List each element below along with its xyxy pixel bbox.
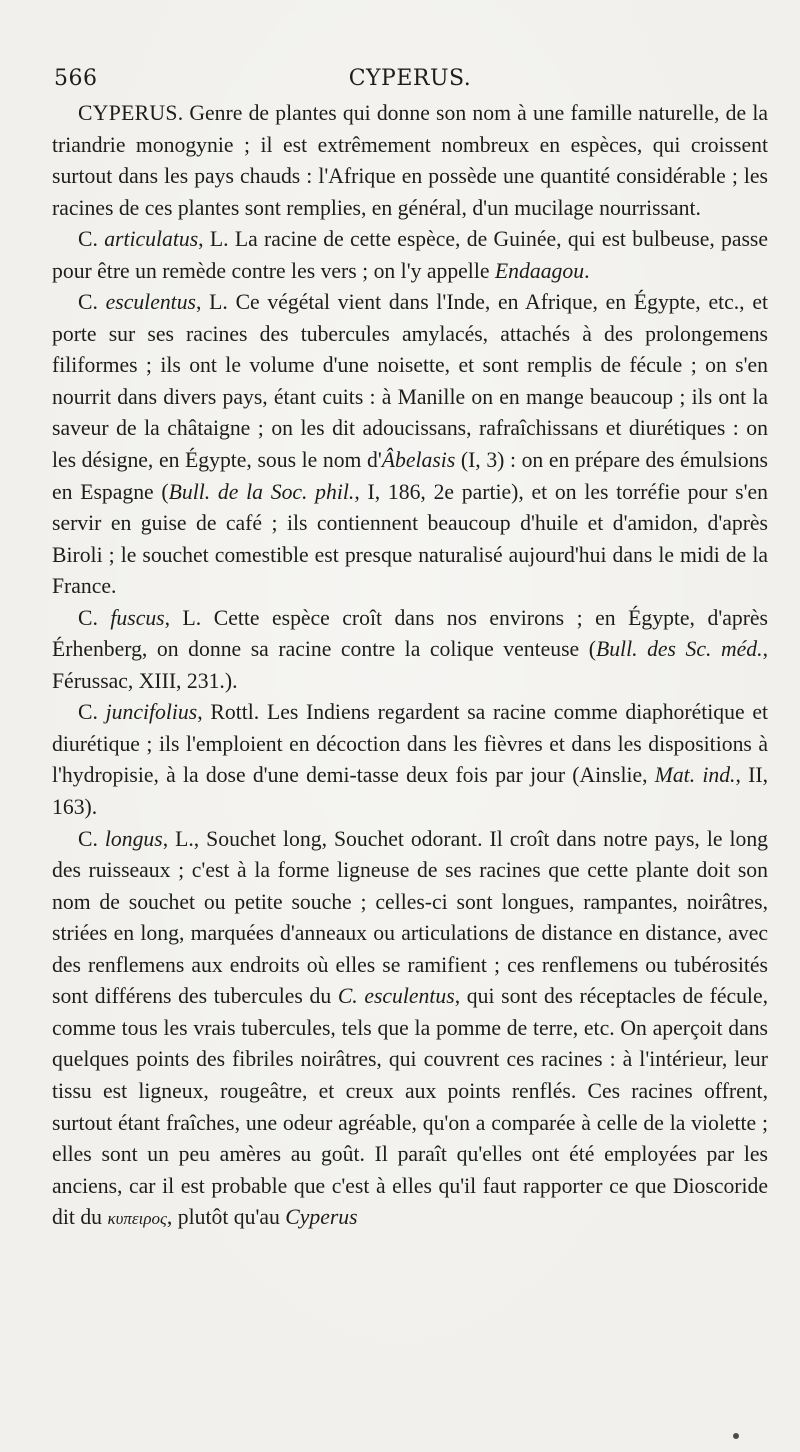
italic-text: juncifolius: [105, 700, 198, 725]
text-run: , Férussac, XIII, 231.).: [52, 637, 768, 693]
text-run: , L., Souchet long, Souchet odorant. Il croît dans notre pays, le long des ruisseaux ; c'est à la forme ligneuse de ses racines que cette plante doit son nom de souchet ou petite souche ; celles-ci sont longues, rampantes, noirâtres, striées en long, marquées d'anneaux ou articulations de distance en distance, avec des renflemens aux endroits où elles se ramifient ; ces renflemens ou tubérosités sont différens des tubercules du: [52, 826, 769, 1009]
text-run: , L. Ce végétal vient dans l'Inde, en Afrique, en Égypte, etc., et porte sur ses racines des tubercules amylacés, attachés à des prolongemens filiformes ; ils ont le volume d'une noisette, et sont remplis de fécule ; on s'en nourrit dans divers pays, étant cuits : à Manille on en mange beaucoup ; ils ont la saveur de la châtaigne ; on les dit adoucissans, rafraîchissans et diurétiques : on les désigne, en Égypte, sous le nom d': [52, 290, 768, 473]
paragraph-fuscus: [52, 603, 768, 698]
text-run: , I, 186, 2e partie), et on les torréfie pour s'en servir en guise de café ; ils contiennent beaucoup d'huile et d'amidon, d'après Biroli ; le souchet comestible est presque naturalisé aujourd'hui dans le midi de la France.: [52, 479, 768, 599]
text-run: , L. La racine de cette espèce, de Guinée, qui est bulbeuse, passe pour être un remède contre les vers ; on l'y appelle: [52, 227, 769, 283]
italic-text: fuscus: [110, 605, 165, 630]
text-run: C.: [78, 227, 105, 252]
entry-headword: CYPERUS: [78, 101, 178, 125]
running-head: [52, 62, 768, 98]
text-run: C.: [78, 605, 111, 630]
paragraph-esculentus: [52, 287, 768, 602]
text-run: C.: [78, 700, 106, 725]
italic-text: esculentus: [105, 290, 196, 315]
text-run: . Genre de plantes qui donne son nom à une famille naturelle, de la triandrie monogynie ; il est extrêmement nombreux en espèces, qui croissent surtout dans les pays chauds : l'Afrique en possède une quantité considérable ; les racines de ces plantes sont remplies, en général, d'un mucilage nourrissant.: [52, 101, 768, 220]
italic-text: longus: [104, 826, 163, 851]
paragraph-longus: [52, 824, 768, 1235]
page-number: 566: [54, 66, 98, 91]
text-run: , L. Cette espèce croît dans nos environs ; en Égypte, d'après Érhenberg, on donne sa racine contre la colique venteuse (: [52, 605, 768, 662]
paragraph-articulatus: [52, 224, 768, 287]
italic-text: Cyperus: [285, 1205, 358, 1230]
italic-text: Endaagou: [494, 258, 585, 283]
italic-text: Bull. des Sc. méd.: [595, 637, 763, 662]
greek-word: κυπειρος: [107, 1209, 167, 1229]
ink-speck: [733, 1433, 739, 1439]
italic-text: Mat. ind.: [654, 763, 736, 788]
italic-text: C. esculentus: [337, 984, 455, 1009]
text-run: , qui sont des réceptacles de fécule, comme tous les vrais tubercules, tels que la pomme de terre, etc. On aperçoit dans quelques points des fibriles noirâtres, qui couvrent ces racines : à l'intérieur, leur tissu est ligneux, rougeâtre, et creux aux points renflés. Ces racines offrent, surtout étant fraîches, une odeur agréable, qu'on a comparée à celle de la violette ; elles sont un peu amères au goût. Il paraît qu'elles ont été employées par les anciens, car il est probable que c'est à elles qu'il faut rapporter ce que Dioscoride dit du: [52, 984, 769, 1230]
text-run: .: [584, 258, 590, 283]
text-run: C.: [78, 290, 106, 315]
text-run: C.: [78, 826, 105, 851]
text-run: , II, 163).: [52, 763, 768, 820]
text-run: , plutôt qu'au: [166, 1205, 286, 1230]
paragraph-juncifolius: [52, 697, 768, 823]
body-text: [52, 98, 768, 1235]
italic-text: articulatus: [104, 227, 199, 252]
paragraph-intro: [52, 98, 768, 224]
running-title: CYPERUS.: [348, 66, 472, 91]
text-run: (I, 3) : on en prépare des émulsions en Espagne (: [52, 448, 768, 504]
italic-text: Âbelasis: [381, 448, 456, 473]
italic-text: Bull. de la Soc. phil.: [168, 479, 355, 504]
text-run: , Rottl. Les Indiens regardent sa racine comme diaphorétique et diurétique ; ils l'emploient en décoction dans les fièvres et dans les dispositions à l'hydropisie, à la dose d'une demi-tasse deux fois par jour (Ainslie,: [52, 700, 768, 788]
